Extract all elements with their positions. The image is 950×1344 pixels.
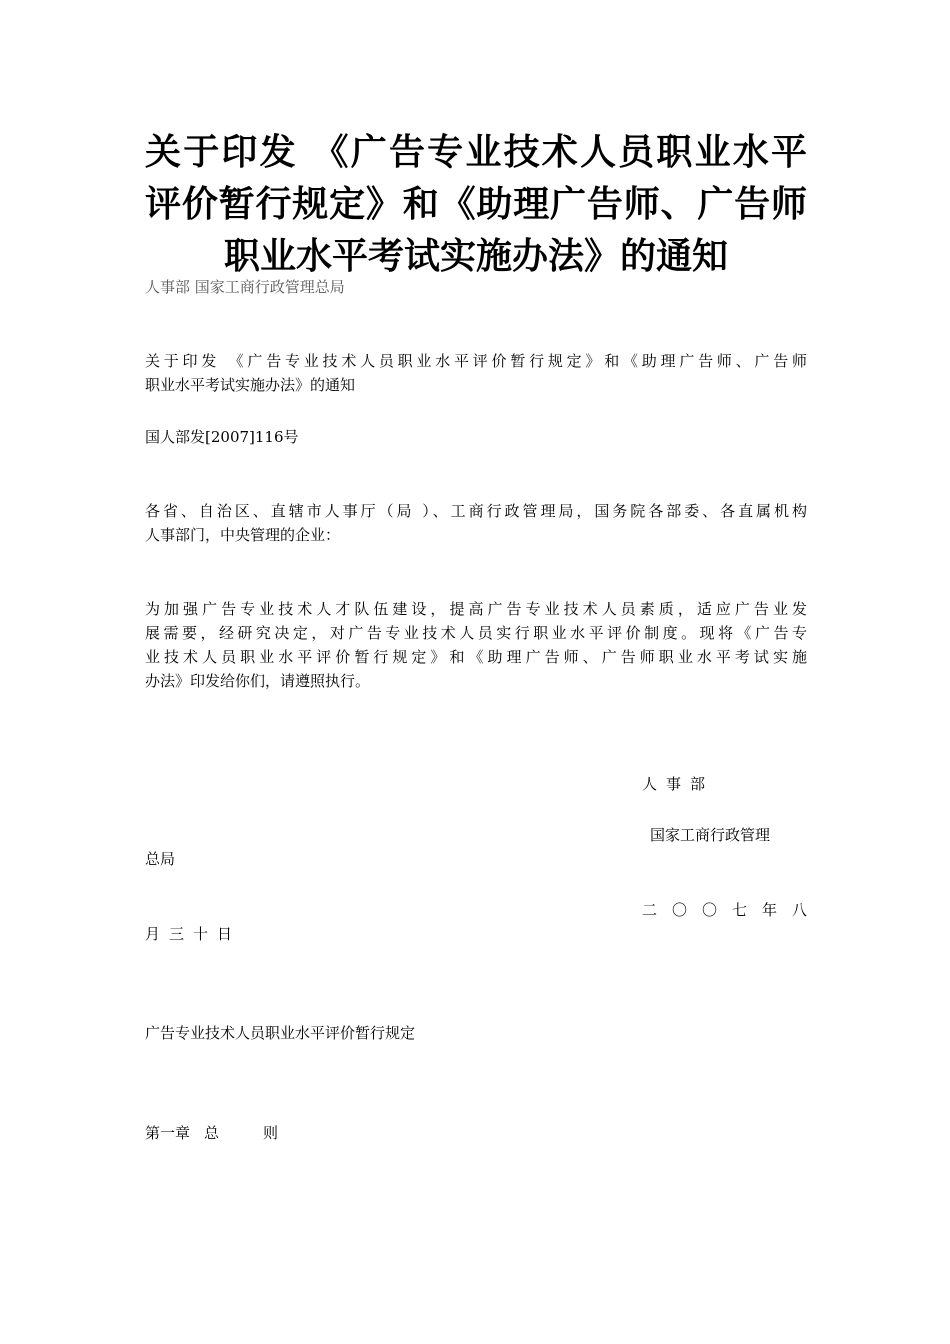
title-line-3: 职业水平考试实施办法》的通知 bbox=[223, 235, 728, 277]
recipients-line-1: 各省、自治区、直辖市人事厅（局 ）、工商行政管理局，国务院各部委、各直属机构 bbox=[145, 502, 807, 520]
body-line-1: 为加强广告专业技术人才队伍建设，提高广告专业技术人员素质，适应广告业发 bbox=[145, 600, 807, 618]
notice-title-paragraph bbox=[145, 349, 807, 397]
notice-title-line-1: 关于印发 《广告专业技术人员职业水平评价暂行规定》和《助理广告师、广告师 bbox=[145, 352, 807, 370]
chapter-name-part-2: 则 bbox=[263, 1124, 279, 1142]
date-char: 二 bbox=[642, 901, 658, 919]
chapter-heading bbox=[145, 1121, 278, 1145]
notice-title-line-2: 职业水平考试实施办法》的通知 bbox=[145, 376, 356, 394]
document-number-text: 国人部发[2007]116号 bbox=[145, 428, 299, 446]
chapter-number: 第一章 bbox=[145, 1124, 191, 1142]
recipients-paragraph bbox=[145, 499, 807, 547]
date-char: 七 bbox=[731, 901, 747, 919]
date-char: 年 bbox=[761, 901, 777, 919]
title-line-2: 评价暂行规定》和《助理广告师、广告师 bbox=[145, 183, 807, 225]
issuer-line: 人事部 国家工商行政管理总局 bbox=[145, 278, 345, 296]
signature-date-part-1 bbox=[642, 898, 807, 922]
body-line-4: 办法》印发给你们，请遵照执行。 bbox=[145, 672, 371, 690]
recipients-line-2: 人事部门，中央管理的企业： bbox=[145, 526, 341, 544]
date-char: 〇 bbox=[701, 901, 717, 919]
signature-bureau-part-2: 总局 bbox=[145, 850, 176, 868]
signature-date-part-2: 月三十日 bbox=[145, 925, 242, 943]
body-paragraph bbox=[145, 597, 807, 693]
date-char: 八 bbox=[791, 901, 807, 919]
document-number bbox=[145, 425, 807, 449]
regulation-title: 广告专业技术人员职业水平评价暂行规定 bbox=[145, 1024, 416, 1042]
date-char: 〇 bbox=[671, 901, 687, 919]
signature-ministry: 人事部 bbox=[642, 775, 715, 793]
document-title bbox=[145, 126, 807, 282]
body-line-3: 业技术人员职业水平评价暂行规定》和《助理广告师、广告师职业水平考试实施 bbox=[145, 648, 807, 666]
signature-bureau-part-1: 国家工商行政管理 bbox=[650, 826, 771, 844]
body-line-2: 展需要，经研究决定，对广告专业技术人员实行职业水平评价制度。现将《广告专 bbox=[145, 624, 807, 642]
chapter-name-part-1: 总 bbox=[204, 1124, 220, 1142]
title-line-1: 关于印发 《广告专业技术人员职业水平 bbox=[145, 131, 807, 173]
